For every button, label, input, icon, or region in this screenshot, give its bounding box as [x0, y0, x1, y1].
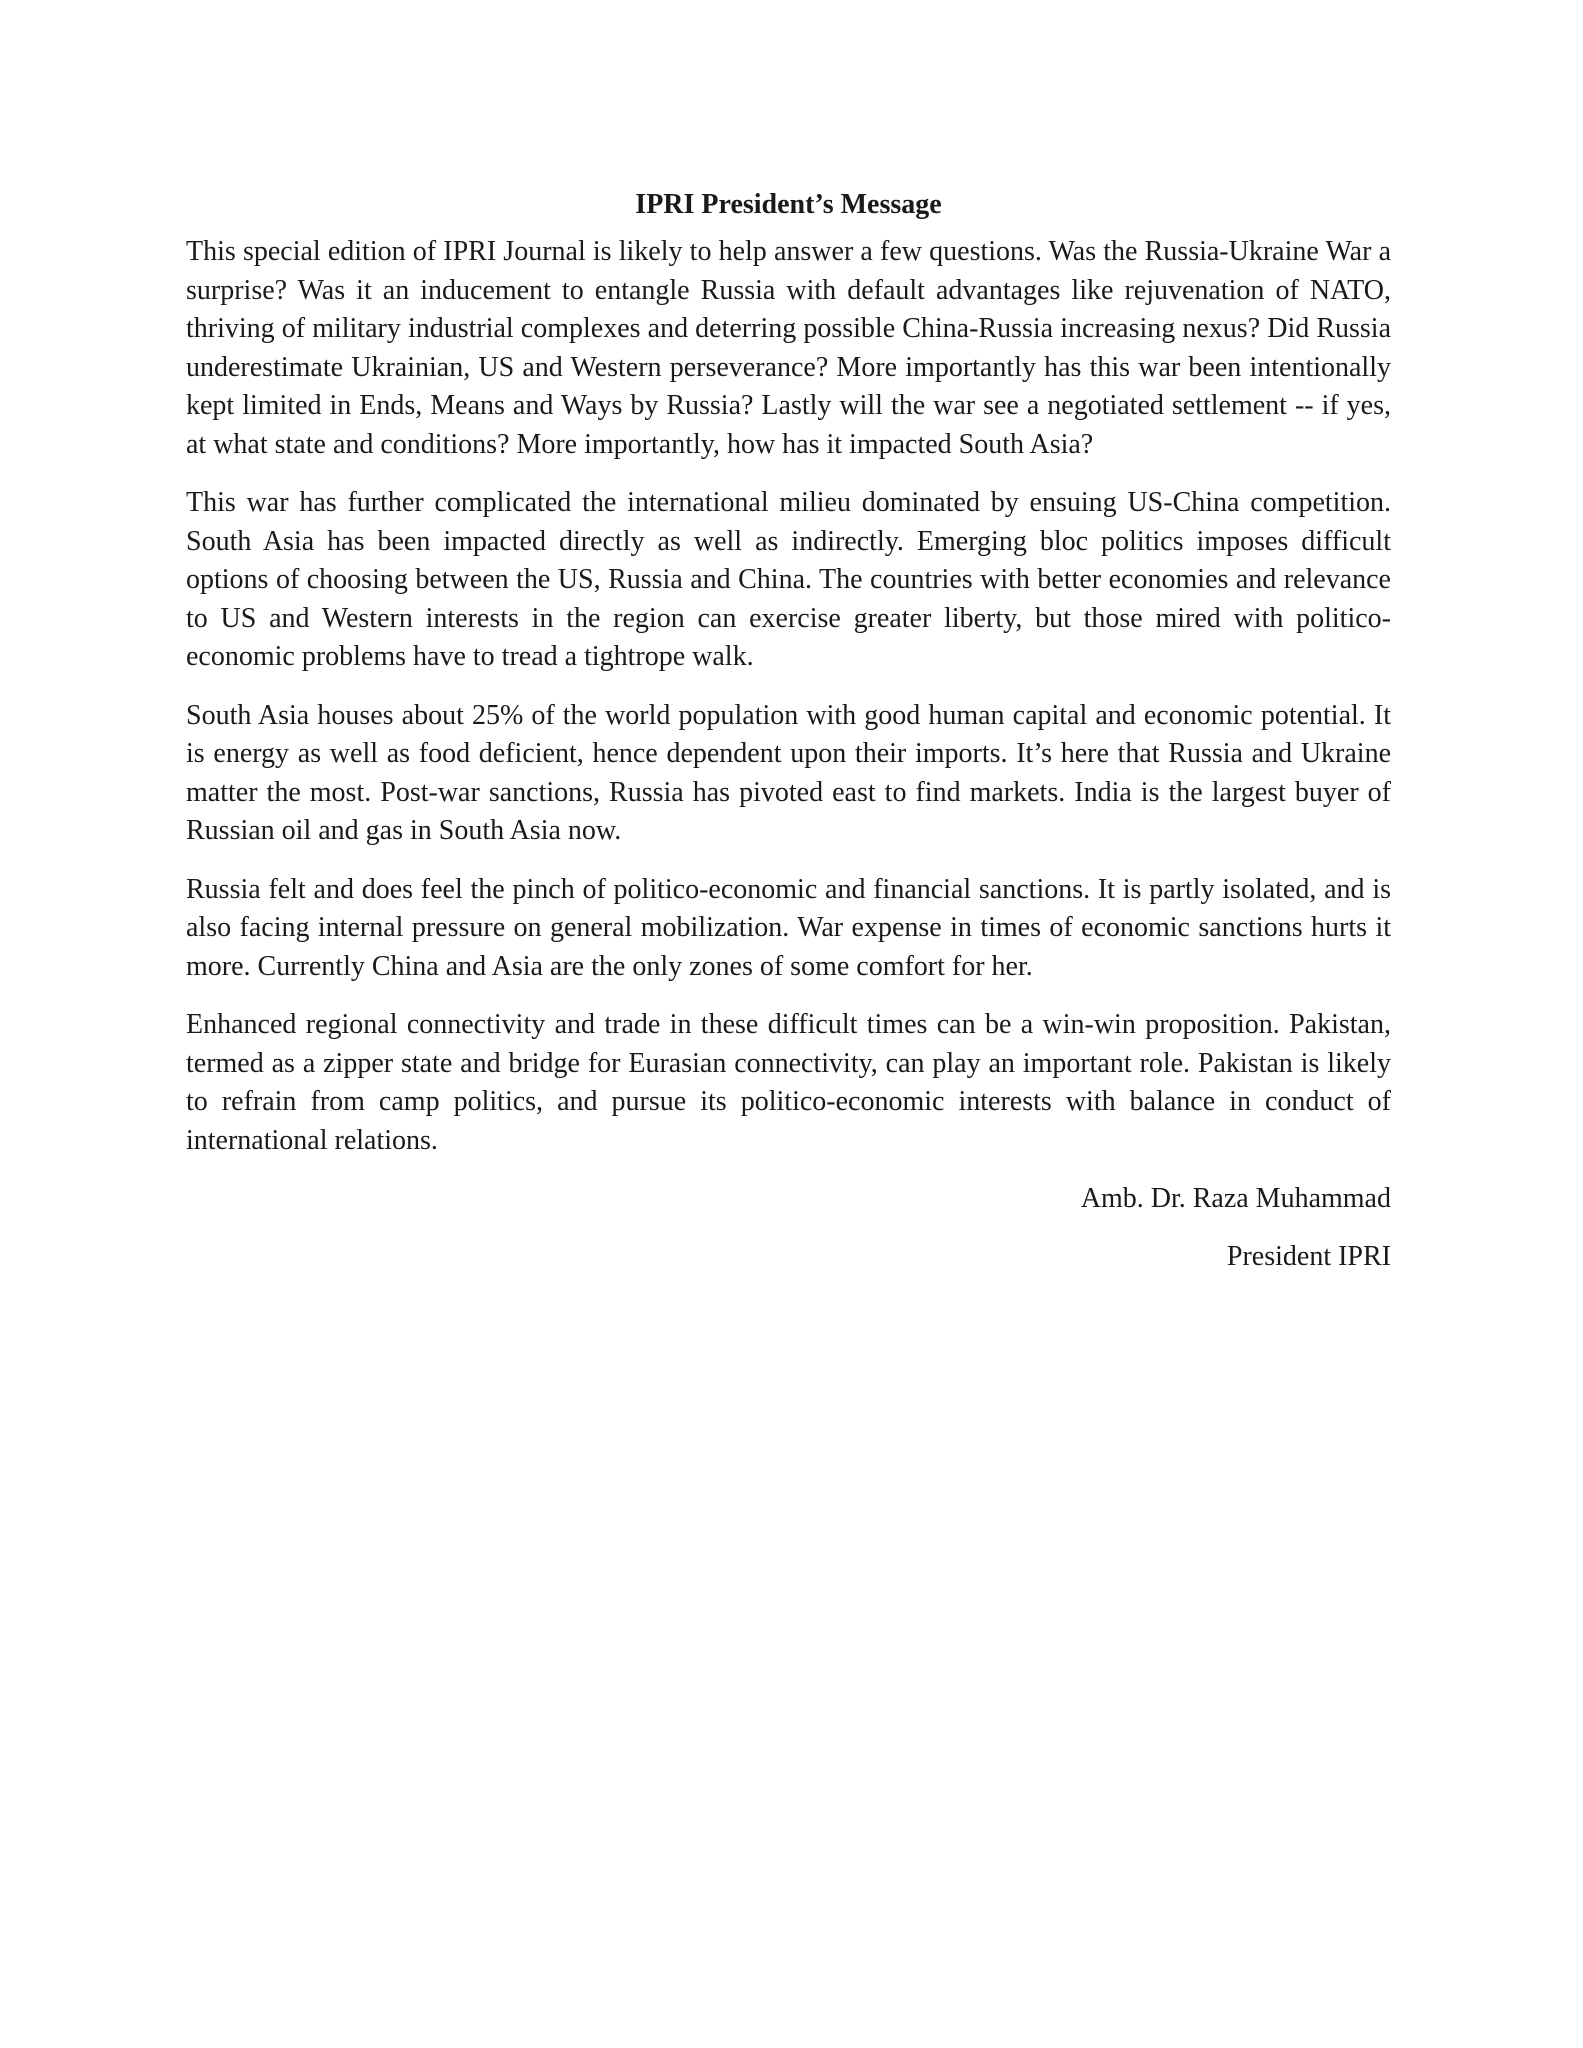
- signature-role: President IPRI: [1226, 1241, 1391, 1272]
- paragraph-2: This war has further complicated the international milieu dominated by ensuing US-China competition. South Asia has been impacted directly as well as indirectly. Emerging bloc politics imposes difficult options of choosing between the US, Russia and China. The countries with better economies and relevance to US and Western interests in the region can exercise greater liberty, but those mired with politico-economic problems have to tread a tightrope walk.: [186, 487, 1391, 672]
- paragraph-3: South Asia houses about 25% of the world population with good human capital and economic potential. It is energy as well as food deficient, hence dependent upon their imports. It’s here that Russia and Ukraine matter the most. Post-war sanctions, Russia has pivoted east to find markets. India is the largest buyer of Russian oil and gas in South Asia now.: [186, 699, 1391, 846]
- paragraph-1: This special edition of IPRI Journal is likely to help answer a few questions. Was the Russia-Ukraine War a surprise? Was it an inducement to entangle Russia with default advantages like rejuvenation of NATO, thriving of military industrial complexes and deterring possible China-Russia increasing nexus? Did Russia underestimate Ukrainian, US and Western perseverance? More importantly has this war been intentionally kept limited in Ends, Means and Ways by Russia? Lastly will the war see a negotiated settlement -- if yes, at what state and conditions? More importantly, how has it impacted South Asia?: [186, 236, 1391, 460]
- paragraph-4: Russia felt and does feel the pinch of politico-economic and financial sanctions. It is partly isolated, and is also facing internal pressure on general mobilization. War expense in times of economic sanctions hurts it more. Currently China and Asia are the only zones of some comfort for her.: [186, 873, 1391, 982]
- paragraph-5: Enhanced regional connectivity and trade in these difficult times can be a win-win proposition. Pakistan, termed as a zipper state and bridge for Eurasian connectivity, can play an important role. Pakistan is likely to refrain from camp politics, and pursue its politico-economic interests with balance in conduct of international relations.: [186, 1009, 1391, 1156]
- page-title: IPRI President’s Message: [635, 189, 942, 220]
- message-body: [186, 185, 1391, 1276]
- signature-name: Amb. Dr. Raza Muhammad: [1080, 1183, 1391, 1214]
